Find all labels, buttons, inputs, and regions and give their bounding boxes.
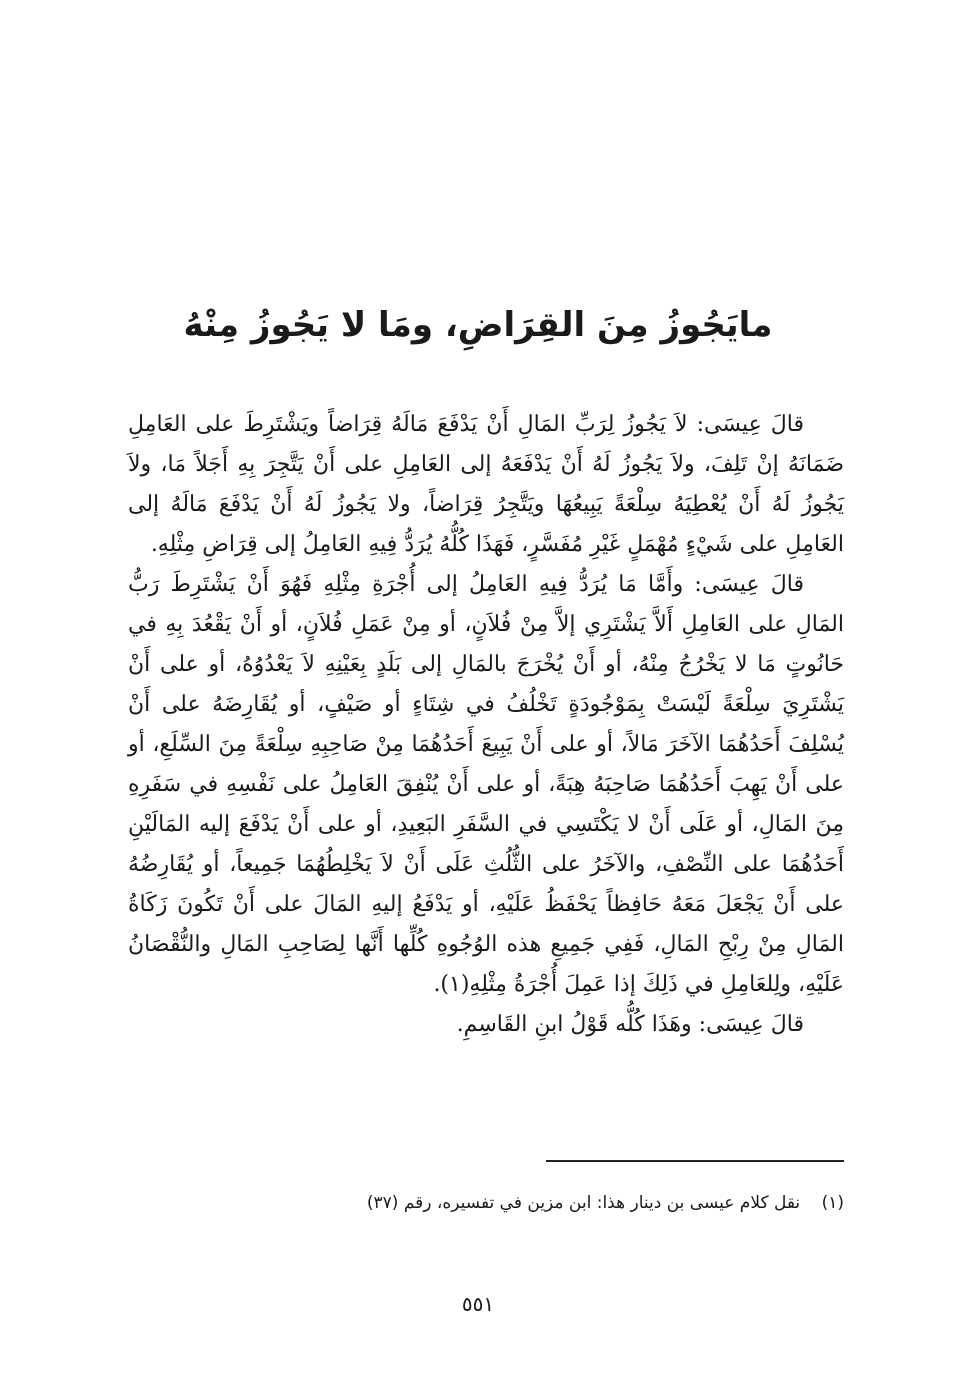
- footnote-divider: [546, 1160, 844, 1162]
- footnote-number: (١): [821, 1193, 844, 1213]
- footnote: [128, 1188, 844, 1218]
- page-number: ٥٥١: [461, 1292, 495, 1316]
- footnote-text: نقل كلام عيسى بن دينار هذا: ابن مزين في تفسيره، رقم (٣٧): [366, 1193, 801, 1213]
- chapter-title: مايَجُوزُ مِنَ القِرَاضِ، ومَا لا يَجُوزُ مِنْهُ: [183, 305, 773, 345]
- paragraph: قالَ عِيسَى: وهَذَا كُلُّه قَوْلُ ابنِ القَاسِمِ.: [456, 1012, 804, 1037]
- paragraph: قالَ عِيسَى: وأَمَّا مَا يُرَدُّ فِيهِ العَامِلُ إلى أُجْرَةِ مِثْلِهِ فَهُوَ أَنْ يَشْتَرِطَ رَبُّ المَالِ على العَامِلِ أَلاَّ يَشْتَرِي إلاَّ مِنْ فُلاَنٍ، أو مِنْ عَمَلِ فُلاَنٍ، أو أَنْ يَقْعُدَ بِهِ في حَانُوتٍ مَا لا يَخْرُجُ مِنْهُ، أو أَنْ يُخْرَجَ بالمَالِ إلى بَلَدٍ بِعَيْنِهِ لاَ يَعْدُوُهُ، أو على أَنْ يَشْتَرِيَ سِلْعَةً لَيْسَتْ بِمَوْجُودَةٍ تَخْلُفُ في شِتَاءٍ أو صَيْفٍ، أو يُقَارِضَهُ على أَنْ يُسْلِفَ أَحَدُهُمَا الآخَرَ مَالاً، أو على أَنْ يَبِيعَ أَحَدُهُمَا مِنْ صَاحِبِهِ سِلْعَةً مِنَ السِّلَعِ، أو على أَنْ يَهِبَ أَحَدُهُمَا صَاحِبَهُ هِبَةً، أو على أَنْ يُنْفِقَ العَامِلُ على نَفْسِهِ في سَفَرِهِ مِنَ المَالِ، أو عَلَى أَنْ لا يَكْتَسِي في السَّفَرِ البَعِيدِ، أو على أَنْ يَدْفَعَ إليه المَالَيْنِ أَحَدُهُمَا على النِّصْفِ، والآخَرُ على الثُّلُثِ عَلَى أَنْ لاَ يَخْلِطُهُمَا جَمِيعاً، أو يُقَارِضُهُ على أَنْ يَجْعَلَ مَعَهُ حَافِظاً يَحْفَظُ عَلَيْهِ، أو يَدْفَعُ إليهِ المَالَ على أَنْ تَكُونَ زَكَاةُ المَالِ مِنْ رِبْحِ المَالِ، فَفِي جَمِيعِ هذه الوُجُوهِ كُلِّها أَنَّها لِصَاحِبِ المَالِ والنُّقْصَانُ عَلَيْهِ، ولِلعَامِلِ في ذَلِكَ إذا عَمِلَ أُجْرَةُ مِثْلِهِ(١).: [128, 572, 844, 997]
- body-text: [128, 405, 844, 1045]
- paragraph: قالَ عِيسَى: لاَ يَجُوزُ لِرَبِّ المَالِ أَنْ يَدْفَعَ مَالَهُ قِرَاضاً ويَشْتَرِطَ على العَامِلِ ضَمَانَهُ إنْ تَلِفَ، ولاَ يَجُوزُ لَهُ أَنْ يَدْفَعَهُ إلى العَامِلِ على أَنْ يَتَّجِرَ بِهِ أَجَلاً مَا، ولاَ يَجُوزُ لَهُ أَنْ يُعْطِيَهُ سِلْعَةً يَبِيعُهَا ويَتَّجِرُ قِرَاضاً، ولا يَجُوزُ لَهُ أَنْ يَدْفَعَ مَالَهُ إلى العَامِلِ على شَيْءٍ مُهْمَلٍ غَيْرِ مُفَسَّرٍ، فَهَذَا كُلُّهُ يُرَدُّ فِيهِ العَامِلُ إلى قِرَاضِ مِثْلِهِ.: [128, 412, 844, 557]
